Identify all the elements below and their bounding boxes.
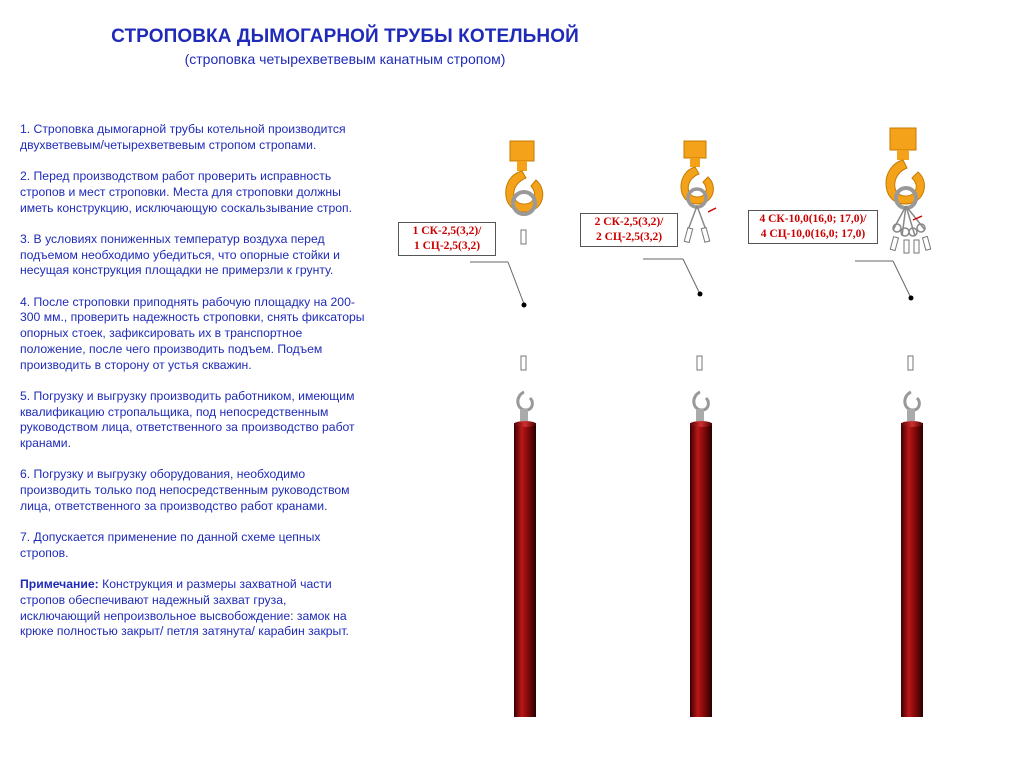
- sling-link-icon: [701, 227, 709, 242]
- sling-link-icon: [521, 356, 526, 370]
- crane-hook-icon: [681, 141, 713, 207]
- sling-label-2-line1: 2 СК-2,5(3,2)/: [594, 216, 664, 228]
- note-text: Конструкция и размеры захватной части стропов обеспечивают надежный захват груза, исключающий непроизвольное высвобождение: замок на крюке полностью закрыт/ петля затянута/ карабин закрыт.: [20, 577, 349, 639]
- instruction-item-6: 6. Погрузку и выгрузку оборудования, необходимо производить только под непосредственным руководством лица, ответственного за производство работ кранами.: [20, 467, 350, 513]
- instruction-item-4: 4. После строповки приподнять рабочую площадку на 200-300 мм., проверить надежность строповки, снять фиксаторы опорных стоек, зафиксировать их в транспортное положение, после чего производить подъем. Подъем производить в сторону от устья скважин.: [20, 294, 365, 372]
- attachment-point: [522, 303, 527, 308]
- attachment-point: [909, 296, 914, 301]
- attachment-point: [698, 292, 703, 297]
- hook-shank: [907, 409, 915, 421]
- page-title: СТРОПОВКА ДЫМОГАРНОЙ ТРУБЫ КОТЕЛЬНОЙ: [111, 26, 579, 47]
- leader-line: [508, 262, 524, 304]
- small-hook-icon: [694, 392, 709, 410]
- crane-hook-icon: [506, 141, 543, 214]
- sling-label-2: [580, 213, 678, 247]
- sling-label-3: [748, 210, 878, 244]
- instruction-item-7: 7. Допускается применение по данной схеме цепных стропов.: [20, 530, 321, 560]
- sling-label-1-line1: 1 СК-2,5(3,2)/: [412, 225, 482, 237]
- small-hook-icon: [905, 392, 920, 410]
- instruction-item-1: 1. Строповка дымогарной трубы котельной производится двухветвевым/четырехветвевым стропом стропами.: [20, 122, 346, 152]
- sling-link-icon: [923, 236, 931, 250]
- instruction-item-3: 3. В условиях пониженных температур воздуха перед подъемом необходимо убедиться, что опорные стойки и несущая конструкция площадки не примерзли к грунту.: [20, 231, 340, 278]
- sling-link-icon: [908, 356, 913, 370]
- sling-link-icon: [890, 237, 898, 251]
- sling-label-3-line1: 4 СК-10,0(16,0; 17,0)/: [759, 213, 867, 225]
- sling-label-3-line2: 4 СЦ-10,0(16,0; 17,0): [760, 228, 866, 240]
- leader-line: [893, 261, 910, 296]
- leader-line: [683, 259, 699, 292]
- instruction-item-5: 5. Погрузку и выгрузку производить работником, имеющим квалификацию стропальщика, под непосредственным руководством лица, ответственного за производство работ кранами.: [20, 388, 355, 450]
- sling-label-1-line2: 1 СЦ-2,5(3,2): [413, 240, 481, 252]
- small-hook-icon: [518, 392, 533, 410]
- sling-link-icon: [914, 240, 919, 253]
- sling-link-icon: [697, 356, 702, 370]
- crane-hook-icon: [886, 128, 924, 208]
- page-subtitle: (строповка четырехветвевым канатным стропом): [184, 51, 506, 67]
- sling-link-icon: [521, 230, 526, 244]
- instruction-item-2: 2. Перед производством работ проверить исправность стропов и мест строповки. Места для строповки должны иметь конструкцию, исключающую соскальзывание строп.: [20, 169, 353, 215]
- hook-shank: [696, 409, 704, 421]
- chimney-pipe: [514, 421, 536, 717]
- chimney-pipe: [901, 421, 923, 717]
- note-label: Примечание:: [20, 577, 99, 592]
- sling-link-icon: [684, 228, 692, 243]
- sling-link-icon: [904, 240, 909, 253]
- sling-label-2-line2: 2 СЦ-2,5(3,2): [595, 231, 663, 243]
- hook-shank: [520, 409, 528, 421]
- sling-label-1: [398, 222, 496, 256]
- chimney-pipe: [690, 421, 712, 717]
